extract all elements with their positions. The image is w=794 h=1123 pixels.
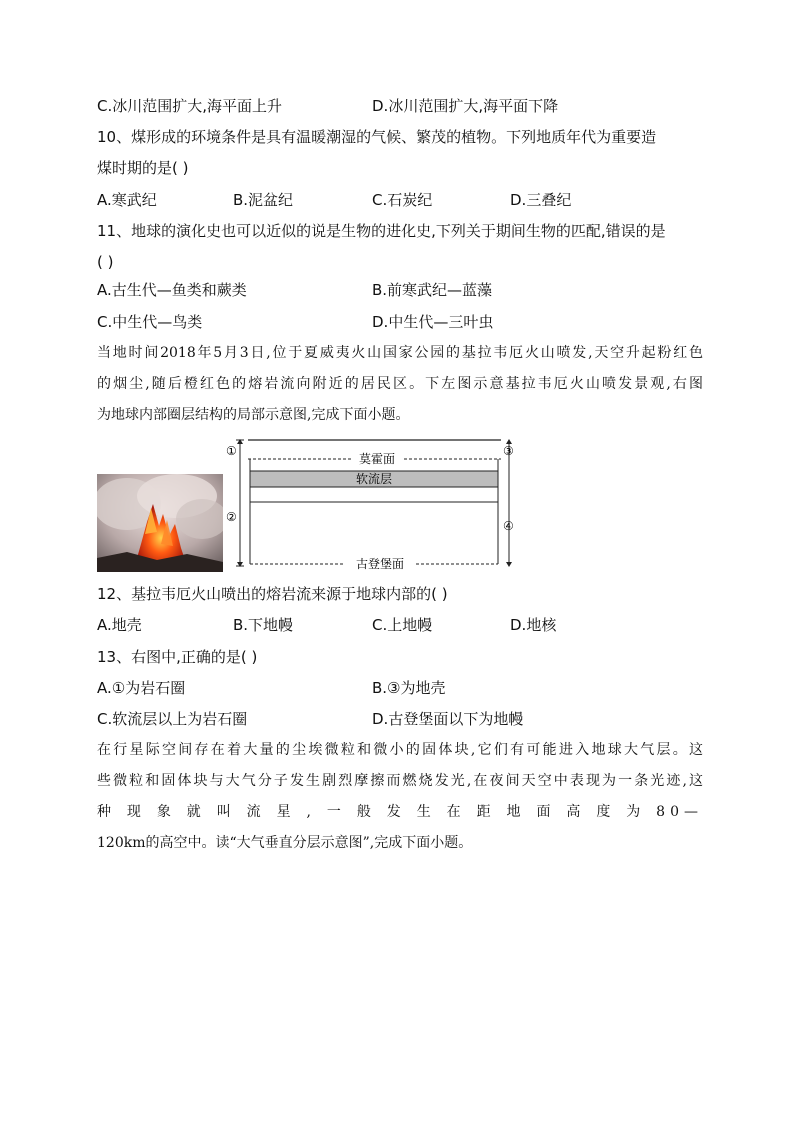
q13-stem: 13、右图中,正确的是( ) <box>97 648 258 666</box>
asthenosphere-label: 软流层 <box>355 472 393 486</box>
q12-option-a: A.地壳 <box>97 616 142 634</box>
label-3: ③ <box>503 444 514 458</box>
earth-interior-diagram <box>226 436 522 570</box>
q12-option-c: C.上地幔 <box>372 616 433 634</box>
passage1-line-3: 为地球内部圈层结构的局部示意图,完成下面小题。 <box>97 407 410 423</box>
q13-option-c: C.软流层以上为岩石圈 <box>97 710 248 728</box>
volcano-eruption-photo <box>97 474 223 572</box>
passage2-line-4: 120km的高空中。读“大气垂直分层示意图”,完成下面小题。 <box>97 835 473 851</box>
q11-option-a: A.古生代—鱼类和蕨类 <box>97 281 247 299</box>
moho-label: 莫霍面 <box>358 452 396 466</box>
passage2-line-1: 在行星际空间存在着大量的尘埃微粒和微小的固体块,它们有可能进入地球大气层。这 <box>97 742 703 758</box>
q11-stem-line-2: ( ) <box>97 253 114 271</box>
passage2-line-2: 些微粒和固体块与大气分子发生剧烈摩擦而燃烧发光,在夜间天空中表现为一条光迹,这 <box>97 773 703 789</box>
q13-option-d: D.古登堡面以下为地幔 <box>372 710 524 728</box>
label-1: ① <box>226 444 237 458</box>
q9-option-d: D.冰川范围扩大,海平面下降 <box>372 97 559 115</box>
q11-option-d: D.中生代—三叶虫 <box>372 313 494 331</box>
q10-option-c: C.石炭纪 <box>372 191 433 209</box>
label-4: ④ <box>503 519 514 533</box>
q13-option-b: B.③为地壳 <box>372 679 446 697</box>
q9-option-c: C.冰川范围扩大,海平面上升 <box>97 97 283 115</box>
q10-stem-line-2: 煤时期的是( ) <box>97 159 189 177</box>
q12-option-b: B.下地幔 <box>233 616 294 634</box>
q10-option-a: A.寒武纪 <box>97 191 157 209</box>
volcano-illustration <box>97 474 223 572</box>
passage1-line-2: 的烟尘,随后橙红色的熔岩流向附近的居民区。下左图示意基拉韦厄火山喷发景观,右图 <box>97 376 703 392</box>
passage1-line-1: 当地时间2018年5月3日,位于夏威夷火山国家公园的基拉韦厄火山喷发,天空升起粉红色 <box>97 345 703 361</box>
q10-option-d: D.三叠纪 <box>510 191 572 209</box>
q12-option-d: D.地核 <box>510 616 557 634</box>
q13-option-a: A.①为岩石圈 <box>97 679 186 697</box>
q10-option-b: B.泥盆纪 <box>233 191 294 209</box>
label-2: ② <box>226 510 237 524</box>
q12-stem: 12、基拉韦厄火山喷出的熔岩流来源于地球内部的( ) <box>97 585 448 603</box>
gutenberg-label: 古登堡面 <box>355 557 405 570</box>
q10-stem-line-1: 10、煤形成的环境条件是具有温暖潮湿的气候、繁茂的植物。下列地质年代为重要造 <box>97 128 657 146</box>
passage2-line-3: 种现象就叫流星,一般发生在距地面高度为80— <box>97 804 703 820</box>
q11-option-b: B.前寒武纪—蓝藻 <box>372 281 493 299</box>
q11-stem-line-1: 11、地球的演化史也可以近似的说是生物的进化史,下列关于期间生物的匹配,错误的是 <box>97 222 666 240</box>
q11-option-c: C.中生代—鸟类 <box>97 313 203 331</box>
